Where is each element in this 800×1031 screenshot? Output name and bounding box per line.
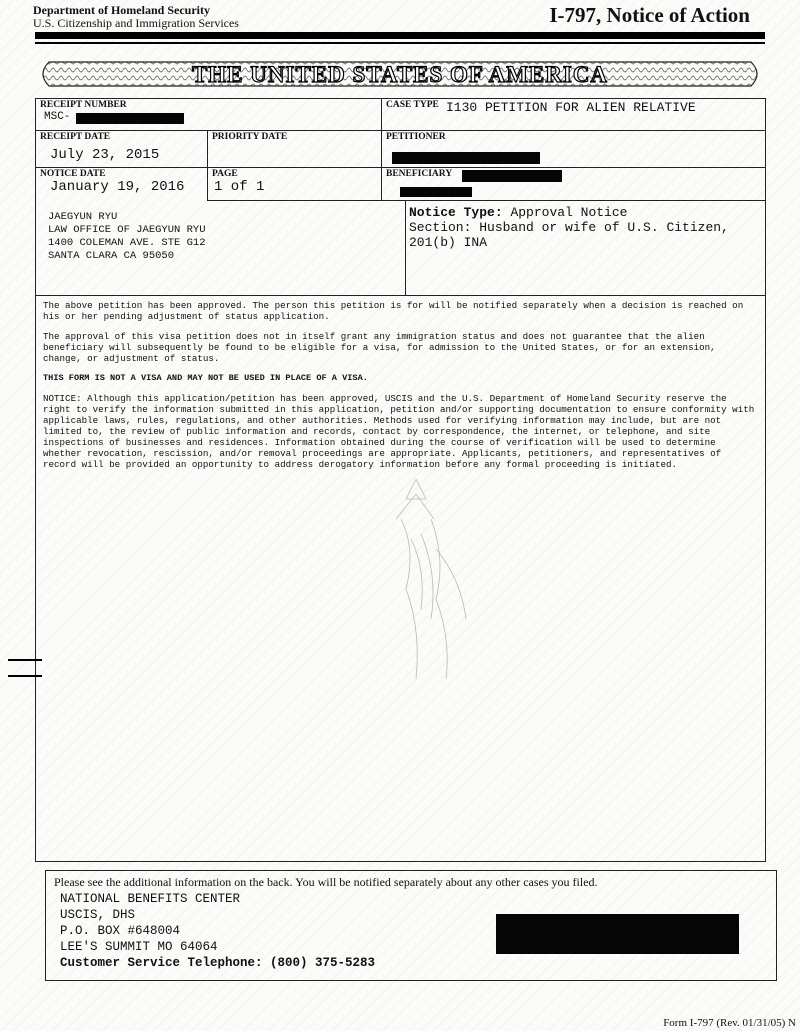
banner-text: THE UNITED STATES OF AMERICA — [191, 62, 609, 87]
service-center-city: LEE'S SUMMIT MO 64064 — [60, 940, 218, 954]
priority-date-label: PRIORITY DATE — [212, 132, 288, 142]
notice-type-label: Notice Type: — [409, 205, 503, 220]
address-firm: LAW OFFICE OF JAEGYUN RYU — [48, 224, 206, 236]
agency-header — [33, 4, 239, 30]
notice-date-label: NOTICE DATE — [40, 169, 106, 179]
mailing-address-cell — [36, 201, 406, 296]
approval-paragraph: The above petition has been approved. The person this petition is for will be notified separately when a decision is reached on his or her pending adjustment of status application. — [43, 300, 744, 322]
page-cell — [208, 168, 382, 201]
notice-type-cell — [406, 201, 765, 296]
redaction-bar — [462, 170, 562, 182]
service-center-name: NATIONAL BENEFITS CENTER — [60, 892, 241, 906]
verification-notice-paragraph: NOTICE: Although this application/petition has been approved, USCIS and the U.S. Department of Homeland Security reserve the right to verify the information submitted in this application, petition and/or supporting documentation to ensure conformity with applicable laws, rules, regulations, and other authorities. Methods used for verifying information may include, but are not limited to, the review of public information and records, contact by correspondence, the internet, or telephone, and site inspections of businesses and residences. Information obtained during the course of verification will be used to determine whether revocation, rescission, and/or removal proceedings are appropriate. Applicants, petitioners, and representatives of record will be provided an opportunity to address derogatory information before any formal proceeding is initiated. — [43, 393, 755, 470]
receipt-number-label: RECEIPT NUMBER — [40, 100, 127, 110]
not-a-visa-warning: THIS FORM IS NOT A VISA AND MAY NOT BE USED IN PLACE OF A VISA. — [43, 373, 368, 383]
page-value: 1 of 1 — [214, 179, 265, 195]
notice-body — [43, 300, 758, 479]
form-title: I-797, Notice of Action — [549, 3, 750, 27]
header-rule-thin — [35, 42, 765, 44]
notice-type-value: Approval Notice — [510, 205, 628, 220]
statue-of-liberty-watermark — [376, 479, 496, 679]
notice-date-value: January 19, 2016 — [50, 179, 185, 195]
header-rule — [35, 32, 765, 39]
department-name: Department of Homeland Security — [33, 3, 210, 17]
petitioner-label: PETITIONER — [386, 132, 446, 142]
notice-section-line1: Section: Husband or wife of U.S. Citizen, — [409, 220, 729, 235]
priority-date-cell — [208, 131, 382, 168]
page-label: PAGE — [212, 169, 238, 179]
footer-box — [45, 870, 777, 981]
margin-mark — [8, 675, 42, 677]
beneficiary-cell — [382, 168, 765, 201]
notice-section-line2: 201(b) INA — [409, 235, 488, 250]
notice-date-cell — [36, 168, 208, 201]
usa-banner — [35, 58, 765, 90]
receipt-date-label: RECEIPT DATE — [40, 132, 111, 142]
redaction-block — [496, 914, 739, 954]
service-center-agency: USCIS, DHS — [60, 908, 136, 922]
margin-mark — [8, 659, 42, 661]
redaction-bar — [76, 113, 184, 124]
notice-main-box — [35, 98, 766, 862]
beneficiary-label: BENEFICIARY — [386, 169, 453, 179]
receipt-date-value: July 23, 2015 — [50, 147, 160, 163]
address-street: 1400 COLEMAN AVE. STE G12 — [48, 237, 206, 249]
service-center-po-box: P.O. BOX #648004 — [60, 924, 181, 938]
form-number: Form I-797 (Rev. 01/31/05) N — [663, 1017, 796, 1029]
petitioner-cell — [382, 131, 765, 168]
receipt-number-value: MSC- — [44, 111, 71, 123]
address-name: JAEGYUN RYU — [48, 211, 118, 223]
redaction-bar — [400, 187, 472, 197]
receipt-date-cell — [36, 131, 208, 168]
receipt-number-cell — [36, 99, 382, 131]
case-type-value: I130 PETITION FOR ALIEN RELATIVE — [446, 100, 696, 115]
agency-name: U.S. Citizenship and Immigration Services — [33, 16, 239, 30]
case-type-cell — [382, 99, 765, 131]
case-type-label: CASE TYPE — [386, 100, 439, 110]
address-city: SANTA CLARA CA 95050 — [48, 250, 175, 262]
service-center-address — [60, 891, 375, 971]
status-disclaimer-paragraph: The approval of this visa petition does not in itself grant any immigration status and does not guarantee that the alien beneficiary will subsequently be found to be eligible for a visa, for admission to the United States, or for an extension, change, or adjustment of status. — [43, 331, 716, 364]
redaction-bar — [392, 152, 540, 164]
customer-service-phone: Customer Service Telephone: (800) 375-5283 — [60, 956, 376, 970]
footer-intro: Please see the additional information on the back. You will be notified separately about any other cases you filed. — [54, 875, 598, 889]
